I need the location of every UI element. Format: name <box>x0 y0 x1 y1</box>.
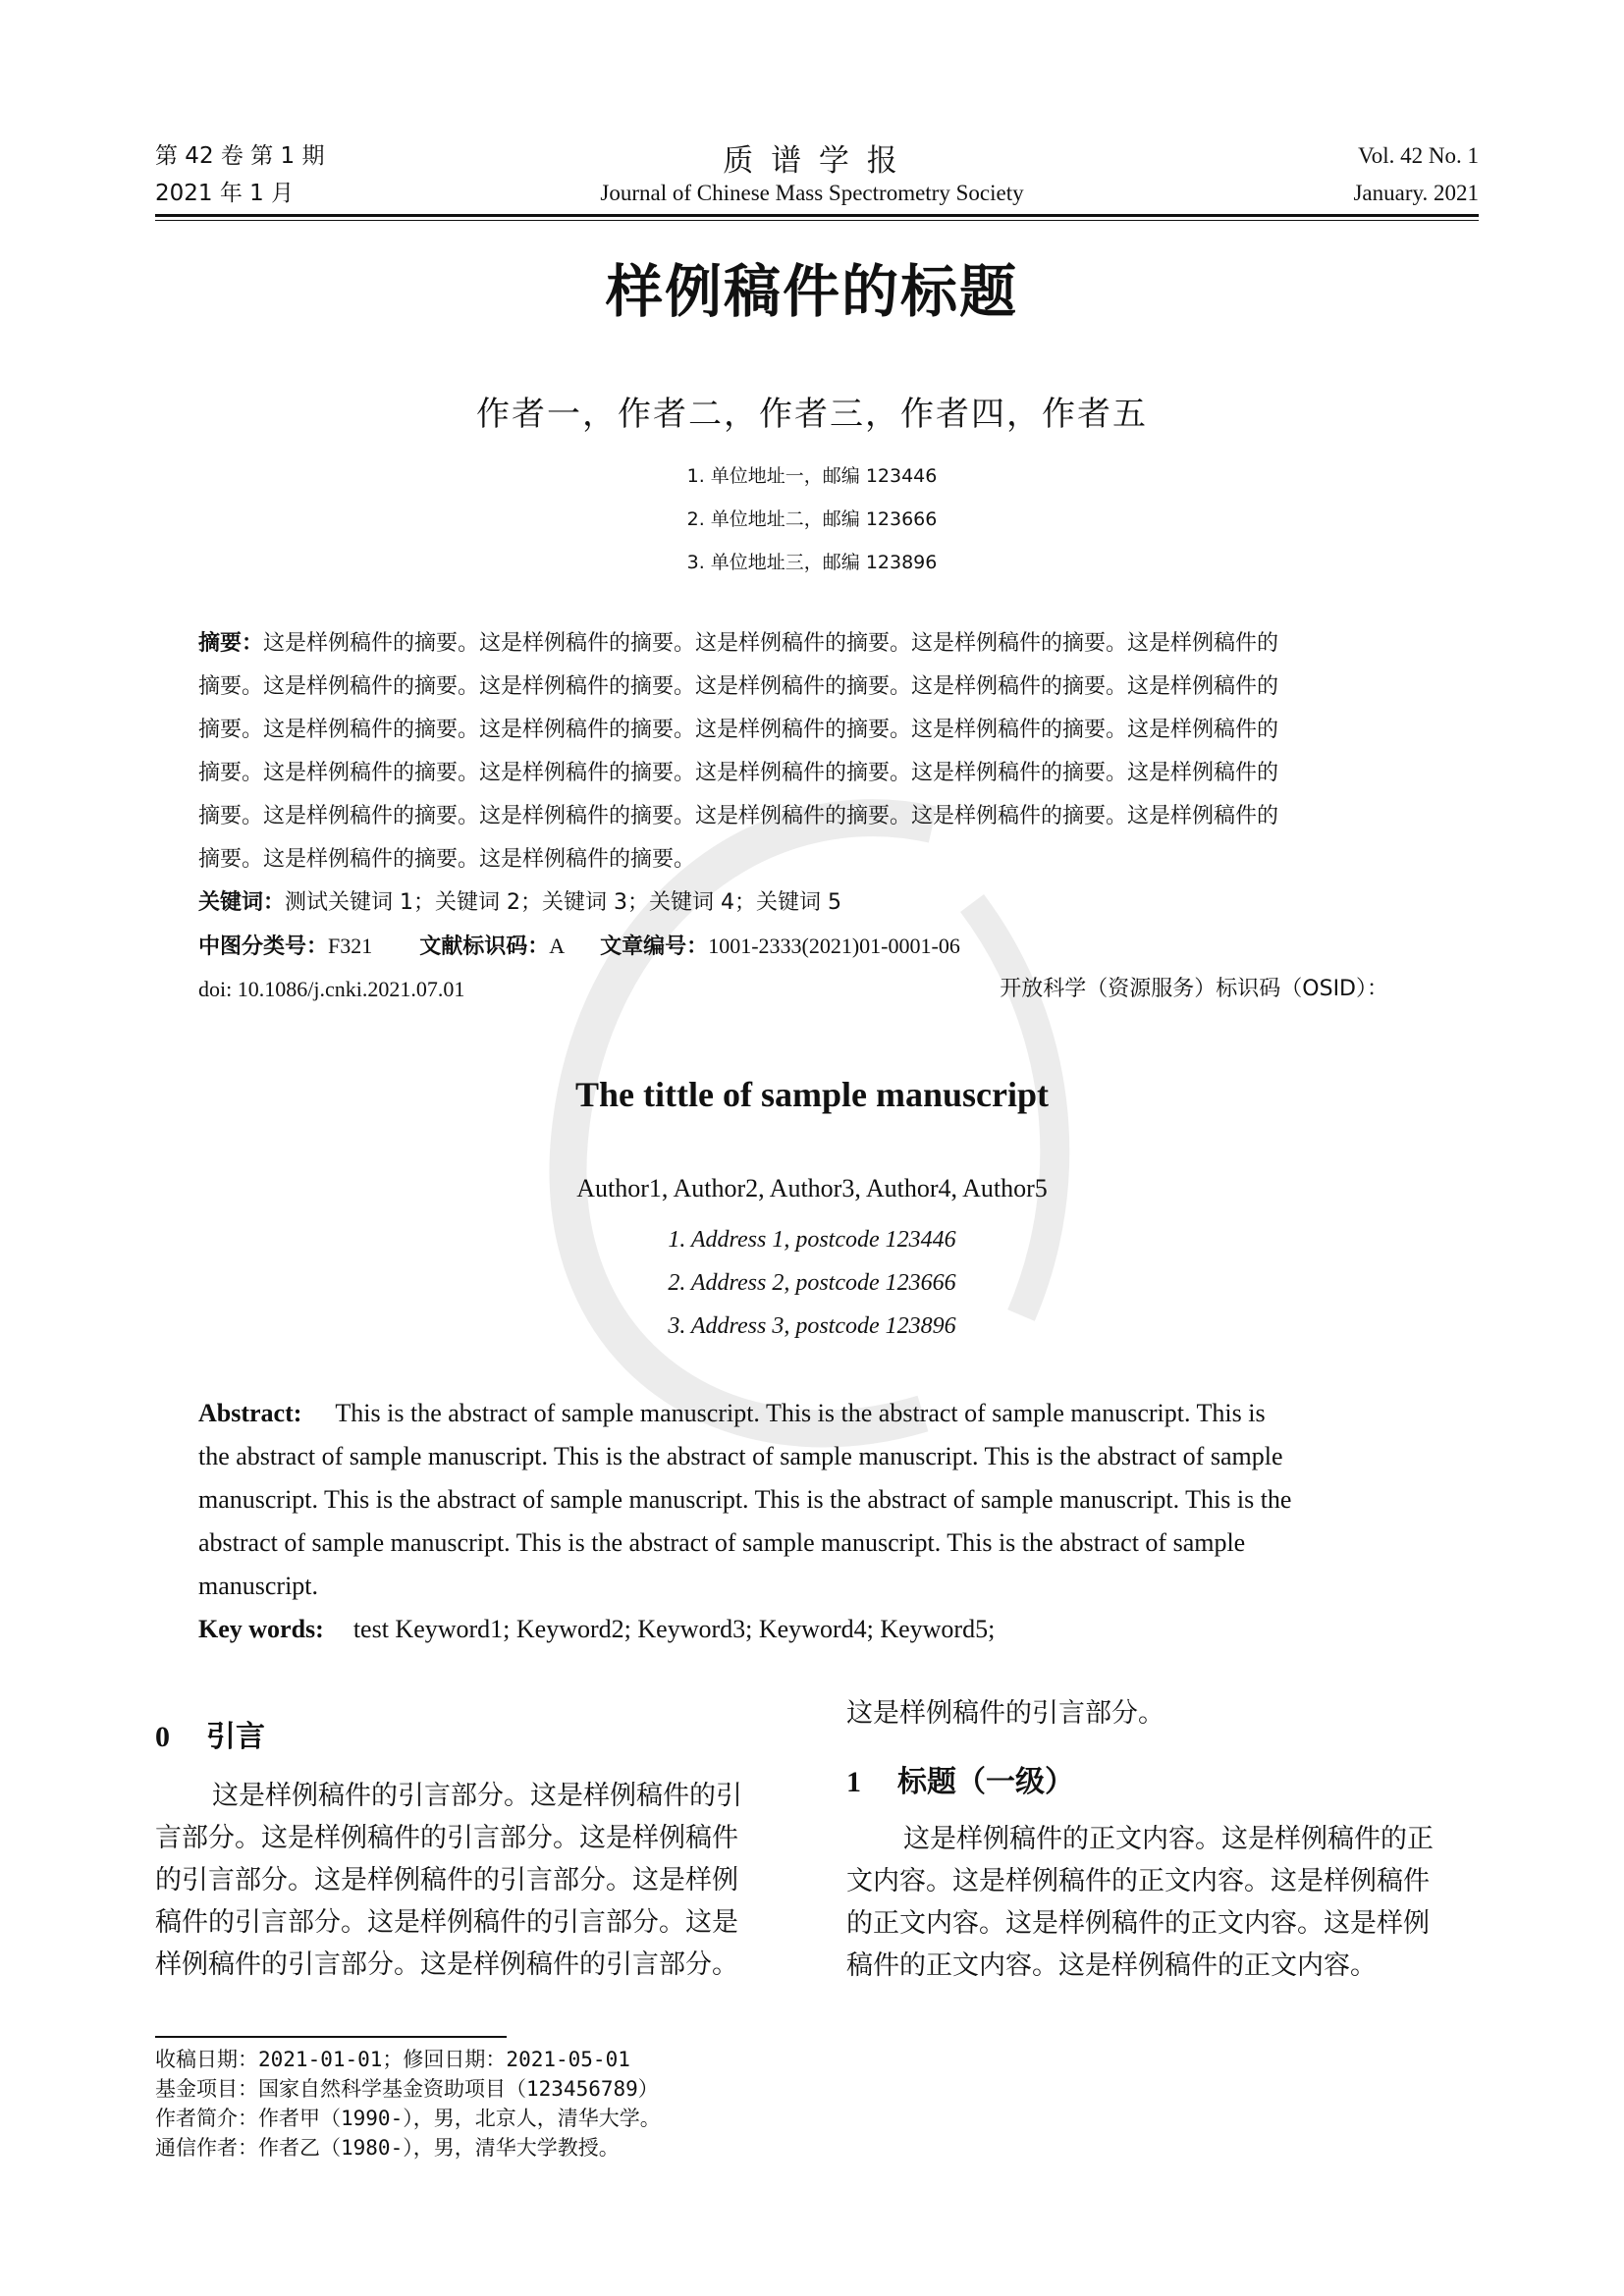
header-journal-cn: 质 谱 学 报 <box>723 143 901 179</box>
abstract-en-line: manuscript. <box>198 1572 319 1600</box>
abstract-en <box>198 1392 1437 1608</box>
doc-code-label: 文献标识码： <box>419 934 550 959</box>
body-line: 这是样例稿件的正文内容。这是样例稿件的正 <box>903 1824 1434 1853</box>
footnote-received: 收稿日期：2021-01-01；修回日期：2021-05-01 <box>155 2048 630 2071</box>
section-1-heading <box>846 1757 1074 1800</box>
section-0-title: 引言 <box>206 1720 265 1754</box>
classification-line <box>198 925 1437 969</box>
header-date-cn: 2021 年 1 月 <box>155 181 295 206</box>
section-0-body <box>155 1775 789 1986</box>
abstract-cn-line: 摘要：这是样例稿件的摘要。这是样例稿件的摘要。这是样例稿件的摘要。这是样例稿件的摘要。这是样例稿件的 <box>198 631 1279 656</box>
body-line: 文内容。这是样例稿件的正文内容。这是样例稿件 <box>846 1866 1430 1896</box>
clc-label: 中图分类号： <box>198 934 329 959</box>
abstract-cn <box>198 622 1437 881</box>
affiliation-en-2: 2. Address 2, postcode 123666 <box>668 1270 956 1296</box>
affiliation-en-1: 1. Address 1, postcode 123446 <box>668 1227 956 1253</box>
footnote-corresponding: 通信作者：作者乙（1980-），男，清华大学教授。 <box>155 2136 620 2160</box>
body-line: 稿件的正文内容。这是样例稿件的正文内容。 <box>846 1950 1377 1980</box>
keywords-cn-text: 测试关键词 1；关键词 2；关键词 3；关键词 4；关键词 5 <box>285 890 841 915</box>
abstract-cn-line: 摘要。这是样例稿件的摘要。这是样例稿件的摘要。这是样例稿件的摘要。这是样例稿件的摘要。这是样例稿件的 <box>198 718 1279 742</box>
section-1-body <box>846 1818 1481 1987</box>
abstract-cn-line: 摘要。这是样例稿件的摘要。这是样例稿件的摘要。这是样例稿件的摘要。这是样例稿件的摘要。这是样例稿件的 <box>198 761 1279 785</box>
osid-label: 开放科学（资源服务）标识码（OSID）： <box>1000 977 1388 1001</box>
affiliation-cn-3: 3. 单位地址三，邮编 123896 <box>686 552 938 573</box>
header-volume-issue-en: Vol. 42 No. 1 <box>1358 143 1479 168</box>
keywords-en <box>198 1608 1437 1651</box>
body-line: 言部分。这是样例稿件的引言部分。这是样例稿件 <box>155 1823 738 1852</box>
abstract-cn-line: 摘要。这是样例稿件的摘要。这是样例稿件的摘要。这是样例稿件的摘要。这是样例稿件的摘要。这是样例稿件的 <box>198 674 1279 699</box>
header-rule-thick <box>155 214 1479 217</box>
affiliation-en-3: 3. Address 3, postcode 123896 <box>668 1313 956 1339</box>
abstract-cn-line: 摘要。这是样例稿件的摘要。这是样例稿件的摘要。这是样例稿件的摘要。这是样例稿件的摘要。这是样例稿件的 <box>198 804 1279 828</box>
keywords-cn <box>198 881 1437 925</box>
section-1-title: 标题（一级） <box>897 1765 1074 1799</box>
footnote-author-bio: 作者简介：作者甲（1990-），男，北京人，清华大学。 <box>155 2107 661 2130</box>
footnote-funding: 基金项目：国家自然科学基金资助项目（123456789） <box>155 2077 659 2101</box>
abstract-en-label: Abstract: <box>198 1399 302 1427</box>
abstract-cn-line: 摘要。这是样例稿件的摘要。这是样例稿件的摘要。 <box>198 847 696 872</box>
keywords-en-label: Key words: <box>198 1615 324 1643</box>
header-journal-en: Journal of Chinese Mass Spectrometry Society <box>600 181 1024 205</box>
article-no-value: 1001-2333(2021)01-0001-06 <box>708 934 960 958</box>
authors-en: Author1, Author2, Author3, Author4, Author5 <box>576 1174 1048 1202</box>
section-0-heading <box>155 1712 265 1755</box>
body-line: 这是样例稿件的引言部分。这是样例稿件的引 <box>212 1781 742 1810</box>
authors-cn: 作者一，作者二，作者三，作者四，作者五 <box>476 397 1148 433</box>
affiliation-cn-2: 2. 单位地址二，邮编 123666 <box>686 508 938 530</box>
abstract-en-line: Abstract: This is the abstract of sample manuscript. This is the abstract of sample manuscript. This is <box>198 1399 1266 1427</box>
section-0-continued: 这是样例稿件的引言部分。 <box>846 1698 1164 1728</box>
affiliation-cn-1: 1. 单位地址一，邮编 123446 <box>686 465 938 487</box>
body-line: 的引言部分。这是样例稿件的引言部分。这是样例 <box>155 1865 738 1895</box>
section-1-number: 1 <box>846 1766 861 1798</box>
abstract-en-line: the abstract of sample manuscript. This is the abstract of sample manuscript. This is the abstract of sample <box>198 1442 1283 1470</box>
header-date-en: January. 2021 <box>1353 181 1479 205</box>
header-volume-issue-cn: 第 42 卷 第 1 期 <box>155 143 325 169</box>
body-line: 稿件的引言部分。这是样例稿件的引言部分。这是 <box>155 1907 738 1937</box>
header-rule-thin <box>155 220 1479 221</box>
section-0-number: 0 <box>155 1721 170 1753</box>
abstract-en-line: manuscript. This is the abstract of sample manuscript. This is the abstract of sample manuscript. This is the <box>198 1485 1292 1514</box>
footnote-rule <box>155 2036 507 2038</box>
doc-code-value: A <box>549 934 566 958</box>
article-no-label: 文章编号： <box>600 934 709 959</box>
body-line: 样例稿件的引言部分。这是样例稿件的引言部分。 <box>155 1949 738 1979</box>
body-line: 的正文内容。这是样例稿件的正文内容。这是样例 <box>846 1908 1430 1938</box>
doi: doi: 10.1086/j.cnki.2021.07.01 <box>198 977 465 1001</box>
clc-value: F321 <box>328 934 373 958</box>
abstract-en-line: abstract of sample manuscript. This is the abstract of sample manuscript. This is the abstract of sample <box>198 1528 1246 1557</box>
paper-title-en: The tittle of sample manuscript <box>575 1075 1049 1114</box>
keywords-cn-label: 关键词： <box>198 890 286 915</box>
abstract-cn-label: 摘要： <box>198 631 264 656</box>
paper-title-cn: 样例稿件的标题 <box>605 258 1018 325</box>
keywords-en-text: test Keyword1; Keyword2; Keyword3; Keyword4; Keyword5; <box>352 1615 996 1643</box>
